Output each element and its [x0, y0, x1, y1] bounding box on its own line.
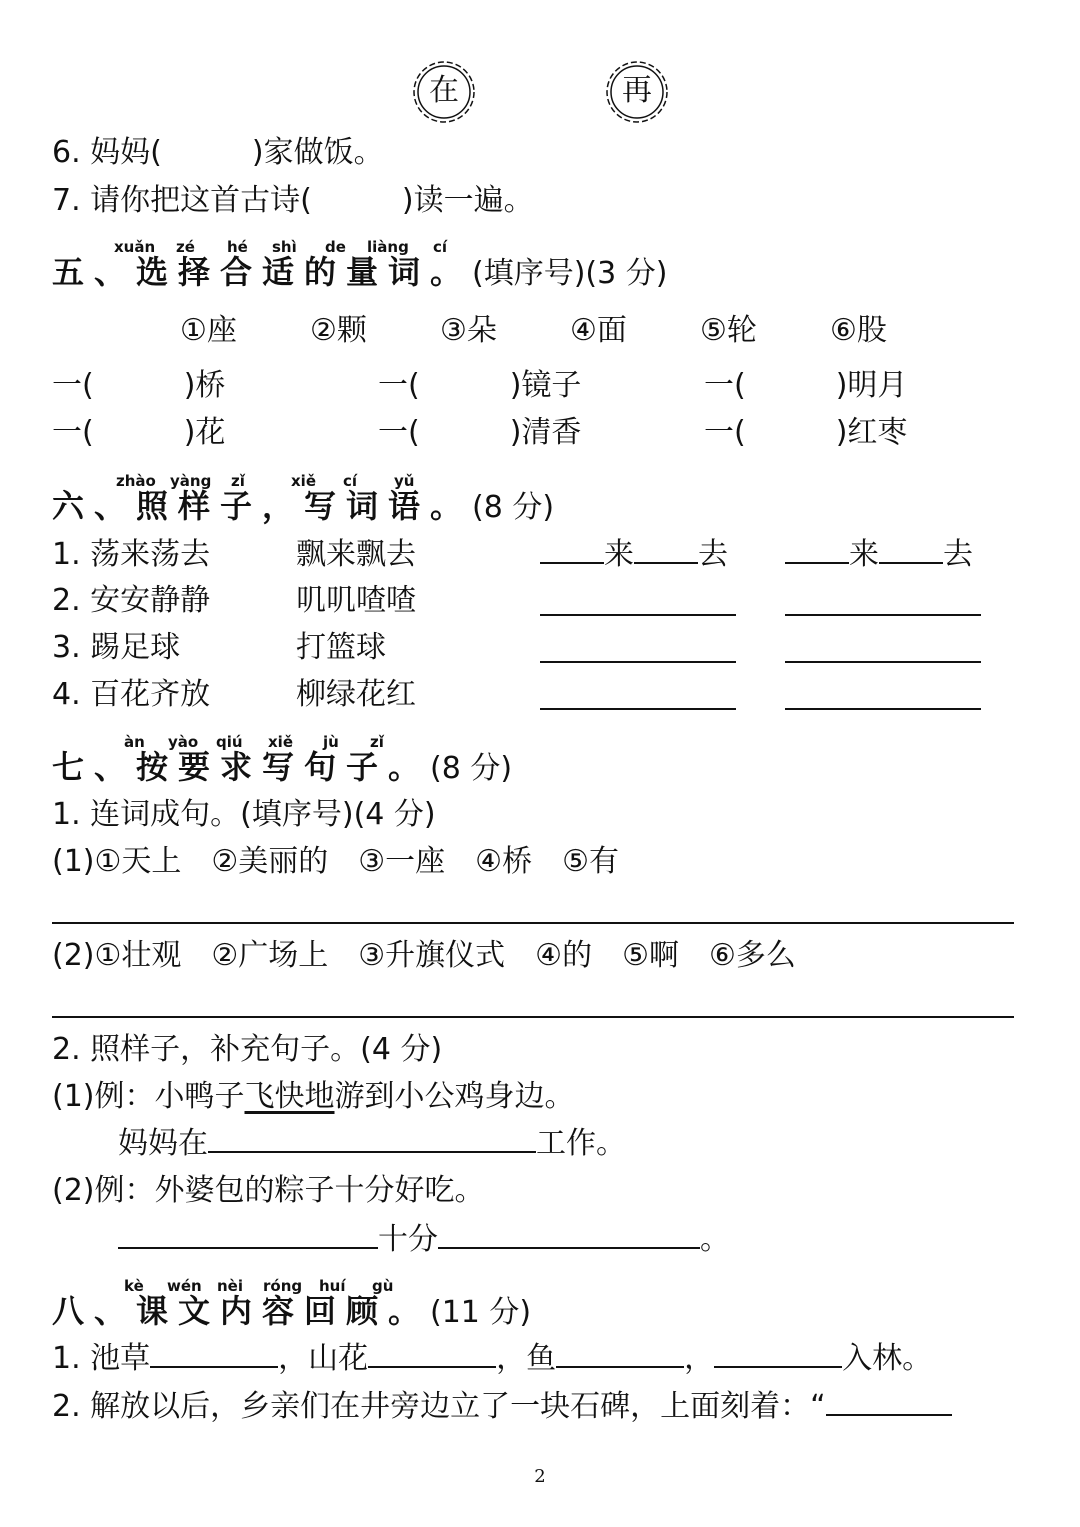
example-word: 2. 安安静静	[52, 583, 211, 618]
example-word: 柳绿花红	[296, 677, 416, 712]
option: ④面	[570, 313, 627, 348]
pinyin: shì	[272, 238, 297, 256]
answer-blank	[826, 1388, 952, 1416]
pinyin: hé	[227, 238, 248, 256]
word-order-2: (2)①壮观 ②广场上 ③升旗仪式 ④的 ⑤啊 ⑥多么	[52, 938, 796, 973]
pinyin: jù	[323, 733, 339, 751]
option: ⑥股	[830, 313, 887, 348]
example-word: 叽叽喳喳	[296, 583, 416, 618]
answer-line	[540, 661, 736, 663]
section-5-score: (填序号)(3 分)	[472, 256, 668, 291]
option: ②颗	[310, 313, 367, 348]
measure-word-item	[52, 366, 225, 406]
pinyin: zǐ	[370, 733, 384, 751]
section-7-title: 七、按要求写句子。	[52, 748, 431, 786]
pinyin: yàng	[170, 472, 212, 490]
example-sentence-2: (2)例：外婆包的粽子十分好吃。	[52, 1173, 485, 1208]
section-6-title: 六、照样子，写词语。	[52, 487, 473, 525]
pinyin: zé	[176, 238, 195, 256]
question-7: 7. 请你把这首古诗( )读一遍。	[52, 183, 534, 218]
answer-line	[52, 1016, 1014, 1018]
pinyin: cí	[343, 472, 358, 490]
pinyin: cí	[433, 238, 448, 256]
example-word: 4. 百花齐放	[52, 677, 211, 712]
pinyin: róng	[263, 1277, 303, 1295]
answer-line	[540, 614, 736, 616]
answer-blank	[118, 1221, 378, 1249]
answer-blank	[556, 1340, 684, 1368]
subquestion-1: 1. 连词成句。(填序号)(4 分)	[52, 797, 436, 832]
answer-blank	[438, 1221, 700, 1249]
item-noun: 花	[195, 415, 226, 450]
page-number: 2	[534, 1466, 546, 1487]
pinyin: yǔ	[394, 472, 415, 490]
item-noun: 红枣	[847, 415, 908, 450]
measure-word-item	[704, 366, 907, 406]
measure-word-item	[378, 413, 581, 453]
pinyin: wén	[167, 1277, 202, 1295]
pinyin: liàng	[367, 238, 409, 256]
answer-line	[540, 708, 736, 710]
section-8-heading	[52, 1290, 531, 1334]
pinyin: de	[325, 238, 346, 256]
pinyin: nèi	[217, 1277, 243, 1295]
answer-blank	[208, 1125, 536, 1153]
section-7-score: (8 分)	[430, 751, 513, 786]
pinyin: zhào	[116, 472, 156, 490]
pinyin: xiě	[291, 472, 316, 490]
pinyin: huí	[319, 1277, 346, 1295]
measure-word-item	[52, 413, 225, 453]
pinyin: gù	[372, 1277, 394, 1295]
section-5-heading	[52, 251, 667, 295]
answer-blank	[150, 1340, 278, 1368]
section-8-score: (11 分)	[430, 1295, 532, 1330]
section-6-score: (8 分)	[472, 490, 555, 525]
option: ⑤轮	[700, 313, 757, 348]
measure-word-item	[704, 413, 907, 453]
item-noun: 清香	[521, 415, 582, 450]
example-sentence-1: (1)例：小鸭子飞快地游到小公鸡身边。	[52, 1079, 575, 1114]
pinyin: yào	[168, 733, 199, 751]
option: ③朵	[440, 313, 497, 348]
subquestion-2: 2. 照样子，补充句子。(4 分)	[52, 1032, 443, 1067]
pinyin: qiú	[216, 733, 243, 751]
pinyin: àn	[124, 733, 145, 751]
example-word: 打篮球	[296, 630, 386, 665]
fill-bracket: 一( )	[52, 415, 196, 450]
item-noun: 明月	[847, 368, 908, 403]
pattern-fill: 来 去	[785, 535, 973, 575]
badge-character: 在	[429, 73, 459, 108]
answer-line	[785, 661, 981, 663]
badge-character: 再	[622, 73, 652, 108]
underlined-word: 飞快地	[244, 1079, 335, 1114]
fill-bracket: 一( )	[378, 368, 522, 403]
answer-blank	[714, 1340, 842, 1368]
pinyin: xuǎn	[114, 238, 156, 256]
pattern-fill: 来 去	[540, 535, 728, 575]
fill-sentence-2: 十分 。	[118, 1220, 730, 1260]
measure-word-item	[378, 366, 581, 406]
fill-bracket: 一( )	[704, 415, 848, 450]
example-word: 1. 荡来荡去	[52, 537, 211, 572]
section-6-heading	[52, 485, 554, 529]
fill-sentence-1: 妈妈在 工作。	[118, 1126, 626, 1161]
item-noun: 桥	[195, 368, 226, 403]
answer-line	[785, 614, 981, 616]
pinyin: zǐ	[231, 472, 245, 490]
pinyin: xiě	[268, 733, 293, 751]
option: ①座	[180, 313, 237, 348]
answer-line	[52, 922, 1014, 924]
section-5-title: 五、选择合适的量词。	[52, 253, 473, 291]
fill-bracket: 一( )	[378, 415, 522, 450]
recall-question-1: 1. 池草 ，山花 ，鱼 ， 入林。	[52, 1341, 933, 1376]
item-noun: 镜子	[521, 368, 582, 403]
answer-blank	[368, 1340, 496, 1368]
section-7-heading	[52, 746, 512, 790]
question-6: 6. 妈妈( )家做饭。	[52, 135, 384, 170]
answer-line	[785, 708, 981, 710]
example-word: 3. 踢足球	[52, 630, 181, 665]
word-order-1: (1)①天上 ②美丽的 ③一座 ④桥 ⑤有	[52, 844, 619, 879]
recall-question-2: 2. 解放以后，乡亲们在井旁边立了一块石碑，上面刻着：“	[52, 1387, 952, 1427]
pinyin: kè	[124, 1277, 144, 1295]
character-badge-zai	[404, 58, 484, 126]
fill-bracket: 一( )	[704, 368, 848, 403]
section-8-title: 八、课文内容回顾。	[52, 1292, 431, 1330]
fill-bracket: 一( )	[52, 368, 196, 403]
example-word: 飘来飘去	[296, 537, 416, 572]
character-badge-zai2	[597, 58, 677, 126]
